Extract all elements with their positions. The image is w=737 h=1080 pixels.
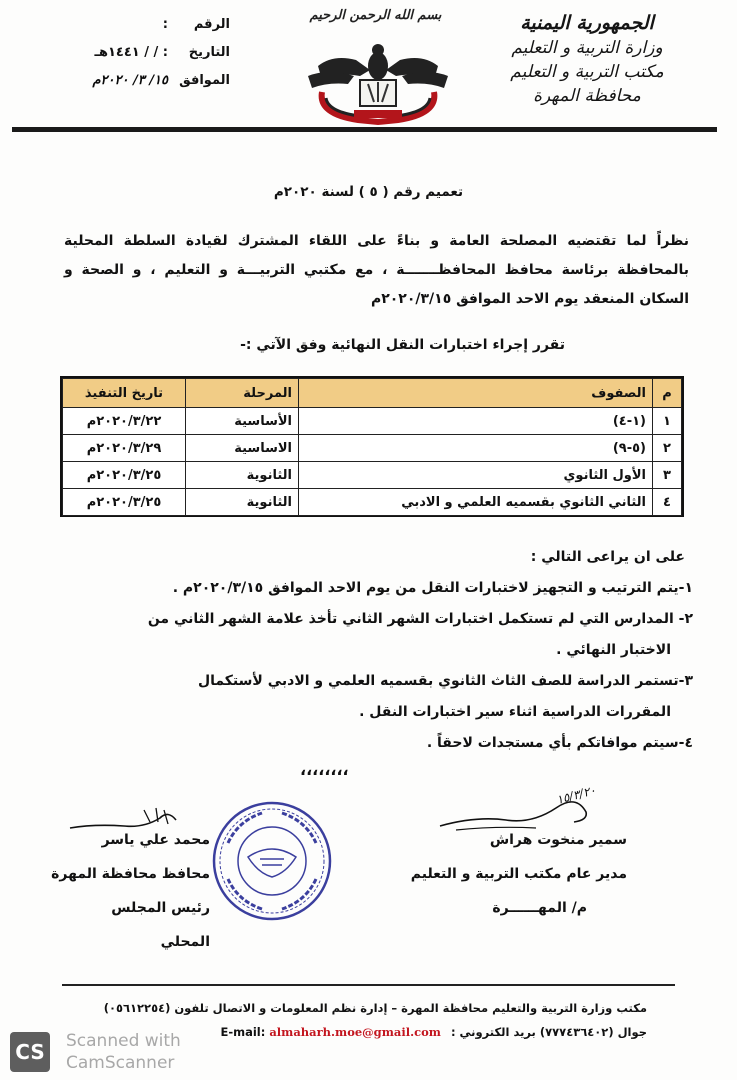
row-stage: الثانوية	[186, 462, 299, 489]
governor-signature-block	[51, 823, 210, 959]
column-header-date: تاريخ التنفيذ	[63, 379, 186, 408]
circular-intro: نظراً لما تقتضيه المصلحة العامة و بناءً على اللقاء المشترك لقيادة السلطة المحلية بالمحافظة برئاسة محافظ المحافظـــــــة ، مع مكتبي التربيـــة و التعليم ، و الصحة و السكان المنعقد يوم الاحد الموافق ٢٠٢٠/٣/١٥م	[64, 233, 689, 307]
yemen-eagle-emblem-icon	[298, 36, 458, 128]
email-label: E-mail:	[220, 1025, 266, 1039]
notes-section	[48, 542, 693, 759]
hijri-date-label: التاريخ	[188, 44, 230, 60]
notes-title: على ان يراعى التالي :	[530, 549, 685, 565]
director-place: م/ المهــــــرة	[492, 900, 587, 916]
header-divider	[12, 127, 717, 132]
note-item: ١-يتم الترتيب و التجهيز لاختبارات النقل من يوم الاحد الموافق ٢٠٢٠/٣/١٥م .	[172, 580, 693, 596]
row-num: ٢	[653, 435, 682, 462]
note-item-continuation: الاختبار النهائي .	[556, 642, 671, 658]
governor-name: محمد علي ياسر	[101, 832, 210, 848]
gregorian-date-value: ١٥/ ٣/ ٢٠٢٠م	[92, 72, 168, 88]
table-row	[63, 435, 682, 462]
row-num: ١	[653, 408, 682, 435]
row-date: ٢٠٢٠/٣/٢٢م	[63, 408, 186, 435]
basmala-calligraphy: بسم الله الرحمن الرحيم	[309, 8, 442, 23]
signature-date: ١٥/٣/٢٠	[554, 783, 598, 807]
gregorian-date-label: الموافق	[179, 72, 230, 88]
row-grades: (٥-٩)	[299, 435, 653, 462]
note-item: ٤-سيتم موافاتكم بأي مستجدات لاحقاً .	[426, 735, 693, 751]
director-signature-block	[397, 823, 627, 925]
footer-email-group	[220, 1020, 440, 1044]
row-num: ٤	[653, 489, 682, 516]
row-grades: (١-٤)	[299, 408, 653, 435]
governor-title: محافظ محافظة المهرة	[51, 866, 210, 882]
director-name: سمير منخوت هراش	[489, 832, 627, 848]
note-item-continuation: المقررات الدراسية اثناء سير اختبارات النقل .	[359, 704, 671, 720]
gregorian-date-row	[30, 66, 230, 94]
row-grades: الثاني الثانوي بقسميه العلمي و الادبي	[299, 489, 653, 516]
watermark-line1: Scanned with	[66, 1031, 181, 1051]
reference-label: الرقم	[193, 16, 230, 32]
row-num: ٣	[653, 462, 682, 489]
exam-schedule-table	[60, 376, 684, 517]
camscanner-watermark	[66, 1030, 181, 1074]
note-item: ٣-تستمر الدراسة للصف الثاث الثانوي بقسميه العلمي و الادبي لأستكمال	[198, 673, 693, 689]
footer-divider	[62, 984, 675, 986]
circular-title: تعميم رقم ( ٥ ) لسنة ٢٠٢٠م	[273, 184, 464, 200]
director-title: مدير عام مكتب التربية و التعليم	[410, 866, 627, 882]
table-row	[63, 462, 682, 489]
governorate-name: محافظة المهرة	[533, 86, 641, 106]
column-header-grades: الصفوف	[299, 379, 653, 408]
governor-role: رئيس المجلس المحلي	[111, 900, 210, 950]
office-name: مكتب التربية و التعليم	[510, 62, 664, 82]
reference-block	[30, 10, 230, 94]
decision-line: تقرر إجراء اختبارات النقل النهائية وفق الآتي :-	[240, 337, 565, 353]
row-stage: الأساسية	[186, 408, 299, 435]
row-stage: الثانوية	[186, 489, 299, 516]
reference-value: :	[162, 16, 168, 32]
table-row	[63, 408, 682, 435]
official-stamp-icon	[208, 797, 336, 925]
row-stage: الاساسية	[186, 435, 299, 462]
ministry-header	[482, 10, 692, 108]
hijri-date-row	[30, 38, 230, 66]
footer-phone: جوال (٧٧٧٤٣٦٤٠٢) بريد الكتروني :	[450, 1025, 647, 1039]
row-grades: الأول الثانوي	[299, 462, 653, 489]
table-row	[63, 489, 682, 516]
footer-office-line: مكتب وزارة التربية والتعليم محافظة المهرة – إدارة نظم المعلومات و الاتصال تلفون (٠٥٦١٢٢٥٤)	[103, 1001, 647, 1015]
closing-marks: ،،،،،،،،	[300, 760, 349, 779]
reference-row	[30, 10, 230, 38]
row-date: ٢٠٢٠/٣/٢٩م	[63, 435, 186, 462]
note-item: ٢- المدارس التي لم تستكمل اختبارات الشهر الثاني تأخذ علامة الشهر الثاني من	[147, 611, 693, 627]
row-date: ٢٠٢٠/٣/٢٥م	[63, 462, 186, 489]
ministry-name: وزارة التربية و التعليم	[511, 38, 663, 58]
hijri-date-value: : / / ١٤٤١هـ	[94, 44, 168, 60]
table-header-row	[63, 379, 682, 408]
camscanner-logo-icon: CS	[10, 1032, 50, 1072]
column-header-stage: المرحلة	[186, 379, 299, 408]
email-link[interactable]: almaharh.moe@gmail.com	[269, 1025, 441, 1039]
country-name: الجمهورية اليمنية	[520, 12, 654, 34]
column-header-num: م	[653, 379, 682, 408]
row-date: ٢٠٢٠/٣/٢٥م	[63, 489, 186, 516]
watermark-line2: CamScanner	[66, 1053, 175, 1073]
